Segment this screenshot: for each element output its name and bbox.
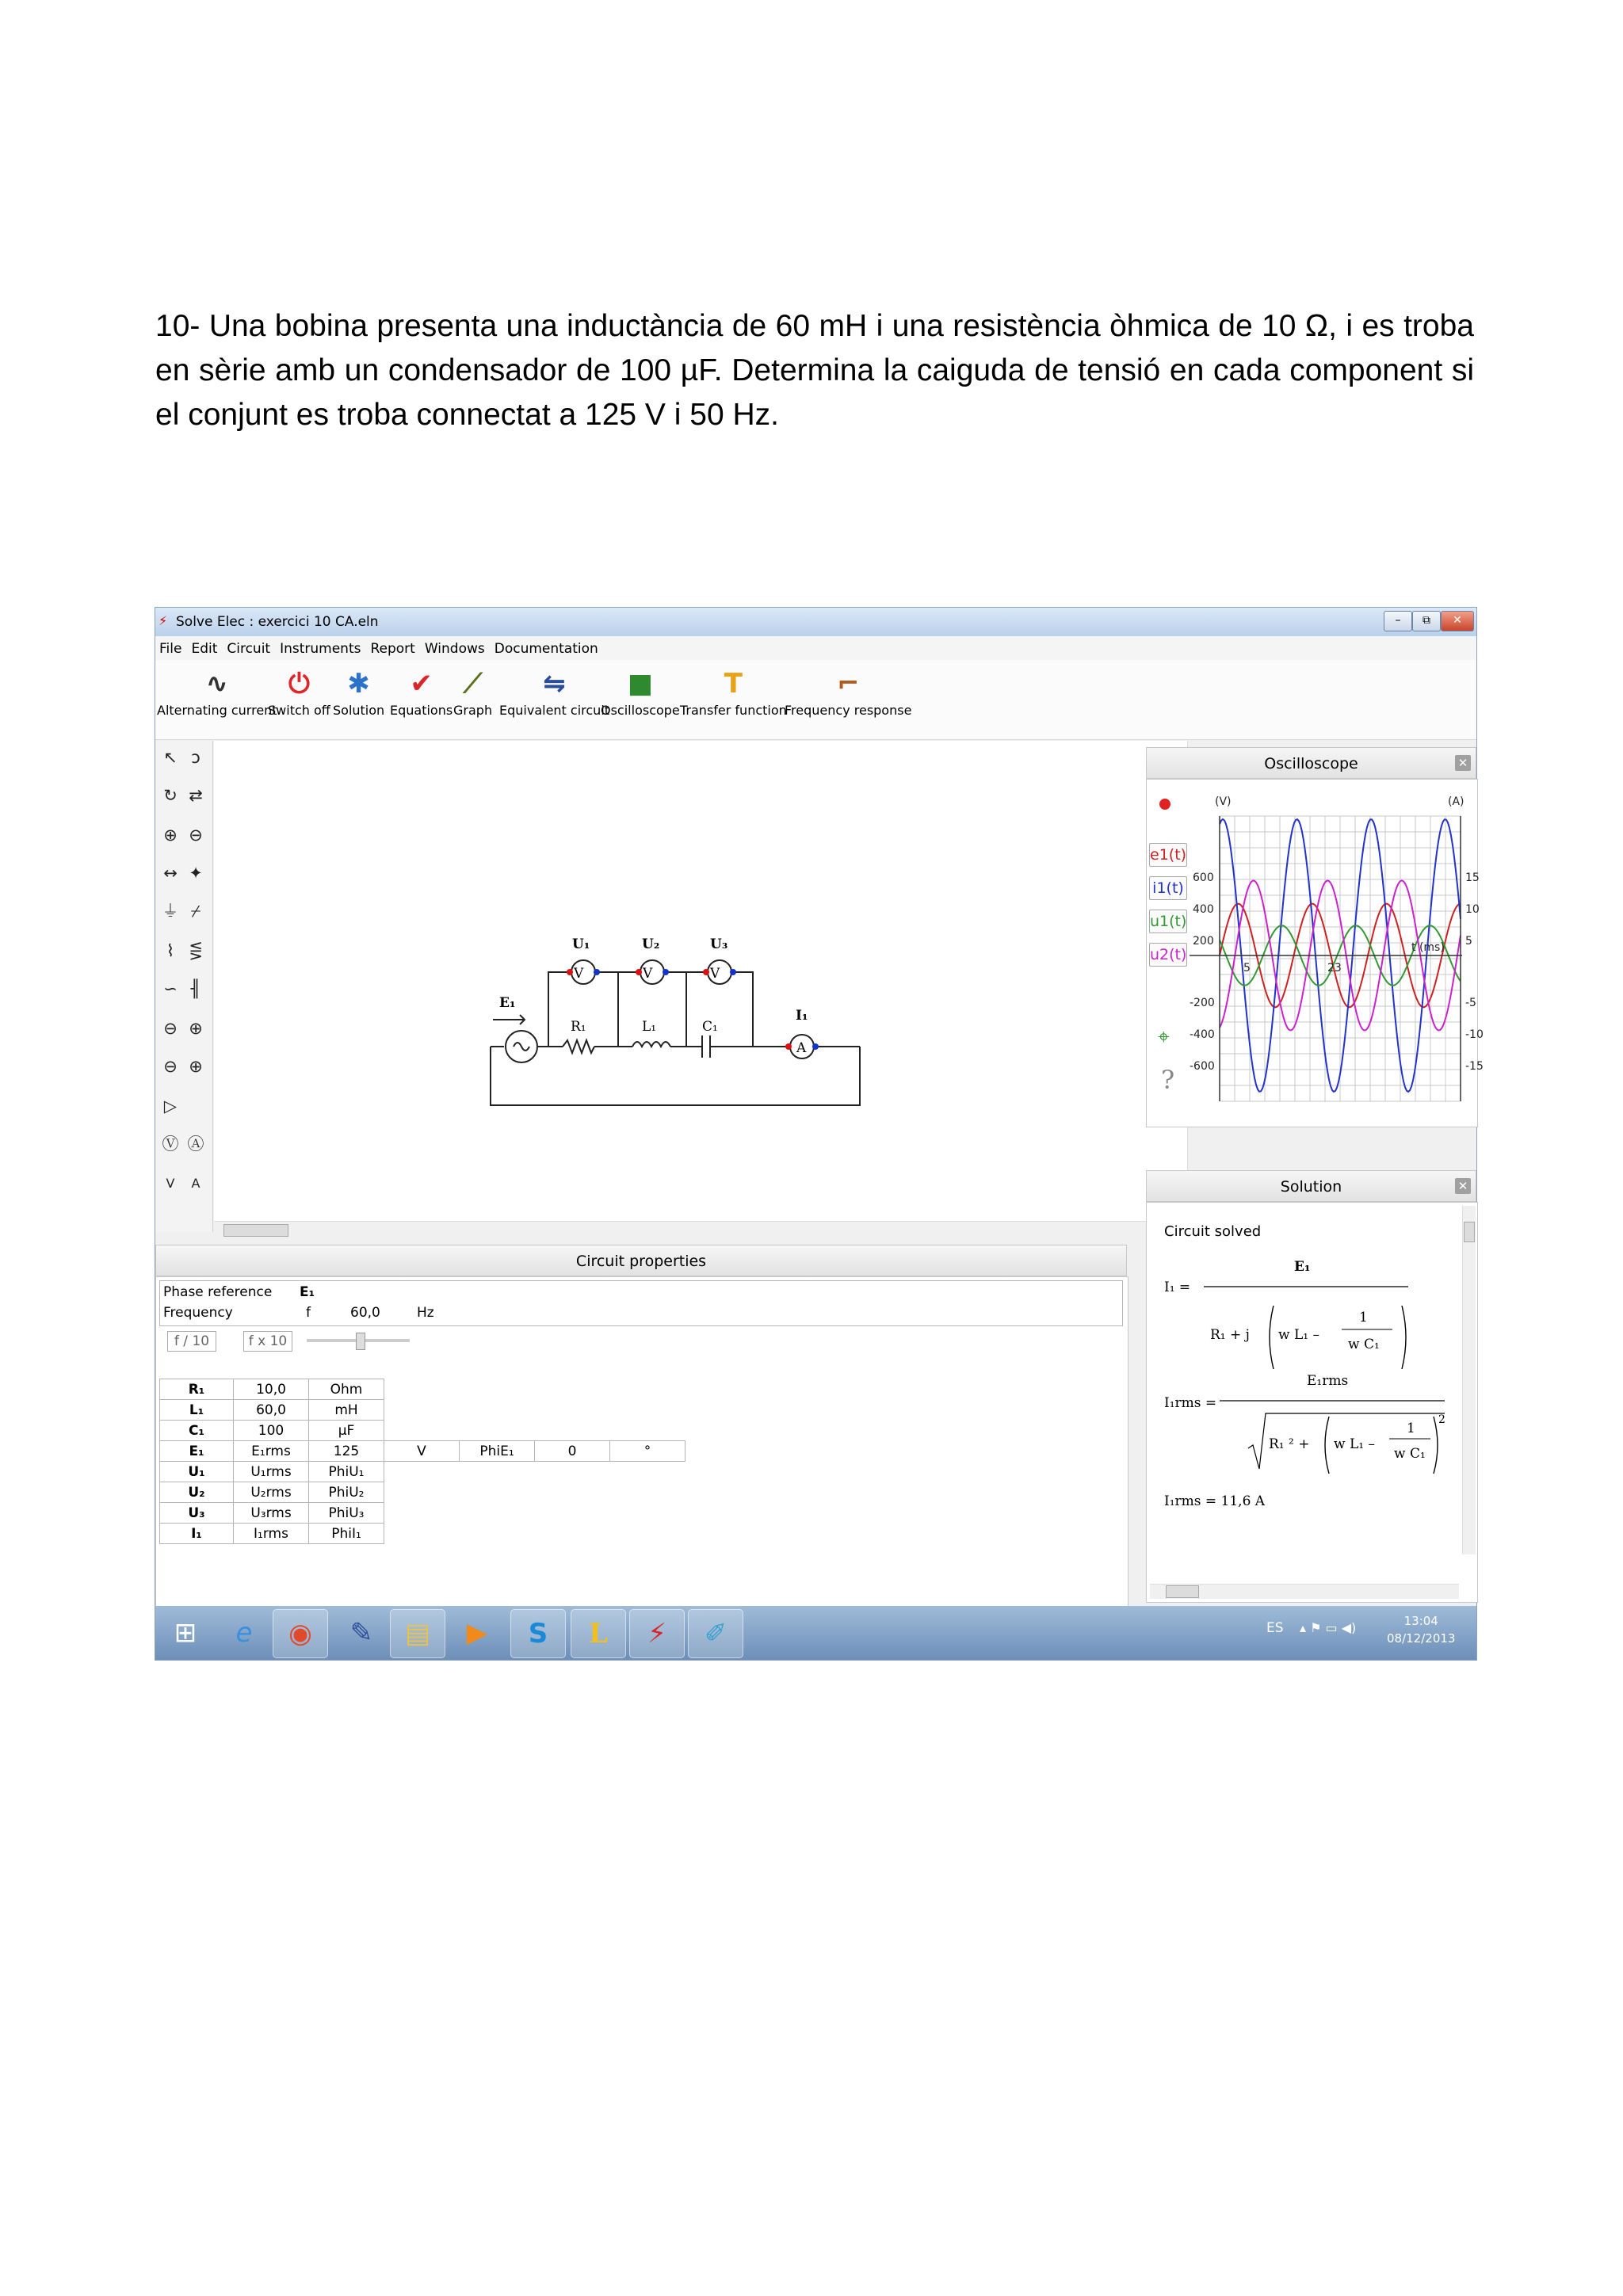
table-cell: µF: [309, 1421, 384, 1441]
close-oscilloscope-button[interactable]: ✕: [1455, 755, 1471, 771]
resistor-symbol: [563, 1040, 594, 1053]
table-cell: PhiU₃: [309, 1503, 384, 1524]
table-row: [160, 1400, 685, 1421]
close-button[interactable]: ✕: [1441, 611, 1474, 631]
irms-den-wl: w L₁ –: [1334, 1436, 1375, 1452]
i1-lhs: I₁ =: [1164, 1280, 1191, 1295]
tool-label: Graph: [453, 703, 493, 718]
source-label: E₁: [499, 995, 516, 1011]
left-tick: 400: [1193, 903, 1214, 916]
table-cell[interactable]: 10,0: [234, 1379, 309, 1400]
menu-windows[interactable]: Windows: [424, 641, 485, 657]
tool-label: Equations: [390, 703, 453, 718]
left-tick: 600: [1193, 871, 1214, 884]
f-mul-10-button[interactable]: f x 10: [243, 1331, 292, 1352]
frequency-slider[interactable]: [307, 1339, 410, 1342]
transfer-function-icon: T: [724, 668, 743, 700]
capacitor-label: C₁: [702, 1019, 718, 1035]
right-tick: -10: [1465, 1028, 1484, 1041]
table-cell[interactable]: 60,0: [234, 1400, 309, 1421]
zoom-in-icon[interactable]: ⊕: [163, 826, 178, 845]
oscilloscope-panel: [1146, 779, 1484, 1127]
table-cell: PhiU₁: [309, 1462, 384, 1482]
restore-button[interactable]: ⧉: [1412, 611, 1441, 631]
solution-formulas: [1155, 1250, 1456, 1567]
oscilloscope-screen: [1190, 788, 1484, 1104]
irms-numerator: E₁rms: [1307, 1373, 1349, 1389]
table-row: [160, 1421, 685, 1441]
tool-label: Transfer function: [680, 703, 787, 718]
ammeter-label: I₁: [796, 1008, 808, 1024]
one: 1: [1359, 1310, 1368, 1325]
scroll-thumb[interactable]: [1166, 1585, 1199, 1598]
ground-icon[interactable]: ⏚: [162, 902, 179, 921]
oscilloscope-icon: ■: [627, 668, 653, 700]
i1-numerator: E₁: [1294, 1259, 1311, 1275]
inductor-label: L₁: [642, 1019, 657, 1035]
resistor-label: R₁: [571, 1019, 586, 1035]
table-cell: mH: [309, 1400, 384, 1421]
table-cell: U₁: [160, 1462, 234, 1482]
table-cell: C₁: [160, 1421, 234, 1441]
right-tick: 15: [1465, 871, 1480, 884]
signal-e1[interactable]: e1(t): [1149, 843, 1187, 867]
frequency-label: Frequency: [163, 1305, 233, 1321]
ammeter-glyph: A: [796, 1040, 807, 1056]
solution-panel: [1146, 1202, 1478, 1603]
variable-resistor-icon[interactable]: ⋚: [189, 941, 203, 960]
probe-v-icon[interactable]: V: [166, 1176, 175, 1191]
solution-icon: ✱: [347, 668, 370, 700]
resistor-icon[interactable]: ⌇: [166, 941, 175, 960]
menu-bar: [155, 636, 1476, 660]
right-tick: -15: [1465, 1060, 1484, 1073]
voltmeter-1-label: U₁: [572, 936, 590, 952]
start-orb-icon[interactable]: ⊞: [174, 1617, 197, 1649]
inductor-icon[interactable]: ∽: [163, 979, 178, 998]
solution-title: Solution: [1280, 1178, 1342, 1196]
solution-button[interactable]: [333, 665, 384, 718]
equivalent-circuit-icon: ⇋: [543, 668, 566, 700]
voltmeter-2-glyph: V: [643, 966, 653, 982]
table-cell: Ohm: [309, 1379, 384, 1400]
capacitor-icon[interactable]: ╢: [190, 979, 201, 998]
time-tick: 23: [1327, 962, 1342, 974]
irms-lhs: I₁rms =: [1164, 1395, 1217, 1411]
table-cell[interactable]: 0: [535, 1441, 610, 1462]
square-exponent: 2: [1438, 1413, 1445, 1426]
phase-reference-value[interactable]: E₁: [300, 1284, 315, 1300]
source-arrow: [493, 1015, 525, 1024]
tool-label: Solution: [333, 703, 385, 718]
title-bar: [155, 608, 1476, 636]
left-tick: -600: [1190, 1060, 1215, 1073]
scroll-thumb[interactable]: [223, 1224, 288, 1237]
solve-elec-taskbar-icon[interactable]: ⚡: [629, 1609, 685, 1658]
l-app-icon[interactable]: L: [571, 1609, 626, 1658]
phase-frequency-box: [159, 1280, 1123, 1326]
right-unit-label: (A): [1448, 795, 1465, 808]
menu-instruments[interactable]: Instruments: [280, 641, 361, 657]
switch-icon[interactable]: ⌿: [190, 902, 201, 921]
circuit-properties-header: Circuit properties: [155, 1245, 1127, 1276]
solve-elec-logo-icon: ⚡: [158, 613, 168, 628]
rotate-icon[interactable]: ↻: [163, 786, 178, 805]
zoom-out-icon[interactable]: ⊖: [189, 826, 203, 845]
one: 1: [1407, 1421, 1415, 1436]
probe-a-icon[interactable]: A: [191, 1176, 200, 1191]
table-row: [160, 1503, 685, 1524]
table-cell: °: [610, 1441, 685, 1462]
f-div-10-button[interactable]: f / 10: [167, 1331, 216, 1352]
right-tick: 5: [1465, 935, 1472, 948]
time-unit-label: t (ms): [1411, 941, 1445, 954]
table-cell: E₁: [160, 1441, 234, 1462]
scroll-thumb[interactable]: [1464, 1222, 1475, 1242]
voltmeter-2-label: U₂: [642, 936, 660, 952]
skype-icon[interactable]: S: [510, 1609, 566, 1658]
frequency-value[interactable]: 60,0: [350, 1305, 380, 1321]
table-cell: U₃rms: [234, 1503, 309, 1524]
wire-tool-icon[interactable]: ↄ: [191, 748, 200, 767]
tray-icons[interactable]: ▴ ⚑ ▭ ◀): [1300, 1620, 1357, 1635]
tool-label: Frequency response: [785, 703, 912, 718]
cursor-icon[interactable]: ⌖: [1158, 1025, 1170, 1049]
table-cell: PhiE₁: [460, 1441, 535, 1462]
oscilloscope-header: [1146, 747, 1476, 779]
circuit-canvas[interactable]: [214, 741, 1187, 1221]
equations-button[interactable]: [390, 665, 453, 718]
clock-time: 13:04: [1403, 1614, 1438, 1628]
solve-elec-window: [155, 607, 1484, 1661]
power-icon: ⏻: [288, 668, 310, 700]
frequency-response-button[interactable]: [785, 665, 911, 718]
phase-reference-label: Phase reference: [163, 1284, 273, 1300]
check-icon: ✔: [410, 668, 433, 700]
pointer-icon[interactable]: ↖: [163, 748, 178, 767]
menu-file[interactable]: File: [159, 641, 182, 657]
voltage-source-icon[interactable]: ⊖: [163, 1019, 178, 1038]
table-cell: U₂: [160, 1482, 234, 1503]
chrome-icon[interactable]: ◉: [273, 1609, 328, 1658]
signal-u1[interactable]: u1(t): [1149, 910, 1187, 933]
table-row: [160, 1379, 685, 1400]
table-row: [160, 1482, 685, 1503]
slider-knob[interactable]: [356, 1333, 365, 1350]
voltmeter-icon[interactable]: Ⓥ: [162, 1135, 179, 1154]
exercise-statement: 10- Una bobina presenta una inductància de 60 mH i una resistència òhmica de 10 Ω, i es troba en sèrie amb un condensador de 100 µF. Determina la caiguda de tensió en cada component si el conjunt es troba connectat a 125 V i 50 Hz.: [155, 309, 1474, 432]
table-cell: I₁rms: [234, 1524, 309, 1544]
i1-den-wl: w L₁ –: [1278, 1327, 1319, 1343]
menu-circuit[interactable]: Circuit: [227, 641, 271, 657]
sine-wave-icon: ∿: [205, 668, 229, 700]
menu-report[interactable]: Report: [370, 641, 415, 657]
left-tick: 200: [1193, 935, 1214, 948]
clock-date: 08/12/2013: [1387, 1631, 1456, 1646]
table-cell: L₁: [160, 1400, 234, 1421]
toolbar: [155, 660, 1476, 740]
record-icon[interactable]: [1159, 799, 1170, 810]
table-row: [160, 1524, 685, 1544]
table-cell: U₁rms: [234, 1462, 309, 1482]
terminal-dots: [567, 969, 792, 1050]
switch-off-button[interactable]: [268, 665, 330, 718]
circuit-properties-panel: [155, 1276, 1128, 1608]
tool-label: Oscilloscope: [601, 703, 680, 718]
windows-taskbar: [155, 1606, 1476, 1660]
ac-source-icon[interactable]: ⊖: [163, 1057, 178, 1076]
table-cell: PhiI₁: [309, 1524, 384, 1544]
menu-edit[interactable]: Edit: [191, 641, 218, 657]
wire-icon[interactable]: ↔: [163, 864, 178, 883]
graph-icon: ⟋: [463, 668, 483, 700]
time-tick: 5: [1243, 962, 1251, 974]
file-explorer-icon[interactable]: ▤: [390, 1609, 445, 1658]
component-table: [159, 1379, 685, 1544]
table-cell: U₃: [160, 1503, 234, 1524]
table-cell[interactable]: 100: [234, 1421, 309, 1441]
frequency-response-icon: ⌐: [836, 668, 860, 700]
tool-label: Equivalent circuit: [499, 703, 610, 718]
tool-label: Switch off: [268, 703, 330, 718]
right-tick: 10: [1465, 903, 1480, 916]
source-sine: [514, 1043, 529, 1051]
pencil-app-icon[interactable]: ✎: [349, 1617, 373, 1649]
window-title: Solve Elec : exercici 10 CA.eln: [176, 614, 379, 630]
frequency-symbol: f: [306, 1305, 311, 1321]
table-cell: V: [384, 1441, 460, 1462]
solution-header: [1146, 1170, 1476, 1202]
paint-icon[interactable]: ✐: [688, 1609, 743, 1658]
wc: w C₁: [1394, 1446, 1426, 1462]
menu-documentation[interactable]: Documentation: [494, 641, 598, 657]
voltmeter-3-glyph: V: [710, 966, 720, 982]
solution-status: Circuit solved: [1164, 1223, 1262, 1240]
inductor-symbol: [632, 1042, 670, 1047]
close-solution-button[interactable]: ✕: [1455, 1178, 1471, 1194]
internet-explorer-icon[interactable]: e: [235, 1617, 253, 1649]
left-tick: -400: [1190, 1028, 1215, 1041]
transfer-function-button[interactable]: [680, 665, 787, 718]
voltmeter-1-glyph: V: [574, 966, 584, 982]
wc: w C₁: [1348, 1337, 1380, 1352]
irms-result: I₁rms = 11,6 A: [1164, 1493, 1266, 1509]
right-tick: -5: [1465, 997, 1476, 1009]
table-cell[interactable]: 125: [309, 1441, 384, 1462]
flip-icon[interactable]: ⇄: [189, 786, 203, 805]
current-source-icon[interactable]: ⊕: [189, 1019, 203, 1038]
signal-u2[interactable]: u2(t): [1149, 943, 1187, 967]
opamp-icon[interactable]: ▷: [163, 1097, 178, 1116]
left-tick: -200: [1190, 997, 1215, 1009]
solution-vertical-scrollbar[interactable]: [1462, 1206, 1476, 1554]
irms-den-left: R₁ ² +: [1269, 1436, 1310, 1452]
oscilloscope-title: Oscilloscope: [1264, 755, 1358, 772]
language-indicator[interactable]: ES: [1266, 1620, 1284, 1636]
component-palette: [155, 741, 213, 1232]
signal-i1[interactable]: i1(t): [1149, 876, 1187, 900]
equivalent-circuit-button[interactable]: [499, 665, 609, 718]
circuit-diagram: [214, 741, 1187, 1221]
graph-button[interactable]: [453, 665, 492, 718]
capacitor-symbol: [702, 1035, 710, 1058]
table-cell: E₁rms: [234, 1441, 309, 1462]
canvas-horizontal-scrollbar[interactable]: [214, 1221, 1187, 1239]
tool-label: Alternating current: [157, 703, 277, 718]
left-unit-label: (V): [1215, 795, 1232, 808]
clock[interactable]: [1387, 1612, 1455, 1647]
voltmeter-3-label: U₃: [710, 936, 728, 952]
table-cell: R₁: [160, 1379, 234, 1400]
table-cell: PhiU₂: [309, 1482, 384, 1503]
table-row: [160, 1441, 685, 1462]
help-icon[interactable]: ?: [1161, 1065, 1175, 1095]
ac-current-source-icon[interactable]: ⊕: [189, 1057, 203, 1076]
table-row: [160, 1462, 685, 1482]
frequency-unit: Hz: [417, 1305, 434, 1321]
oscilloscope-button[interactable]: [601, 665, 680, 718]
ammeter-icon[interactable]: Ⓐ: [187, 1135, 204, 1154]
minimize-button[interactable]: –: [1384, 611, 1412, 631]
node-icon[interactable]: ✦: [189, 864, 203, 883]
table-cell: U₂rms: [234, 1482, 309, 1503]
solution-horizontal-scrollbar[interactable]: [1150, 1584, 1459, 1599]
alternating-current-button[interactable]: [157, 665, 277, 718]
i1-den-left: R₁ + j: [1210, 1327, 1250, 1343]
table-cell: I₁: [160, 1524, 234, 1544]
media-player-icon[interactable]: ▶: [466, 1617, 488, 1649]
